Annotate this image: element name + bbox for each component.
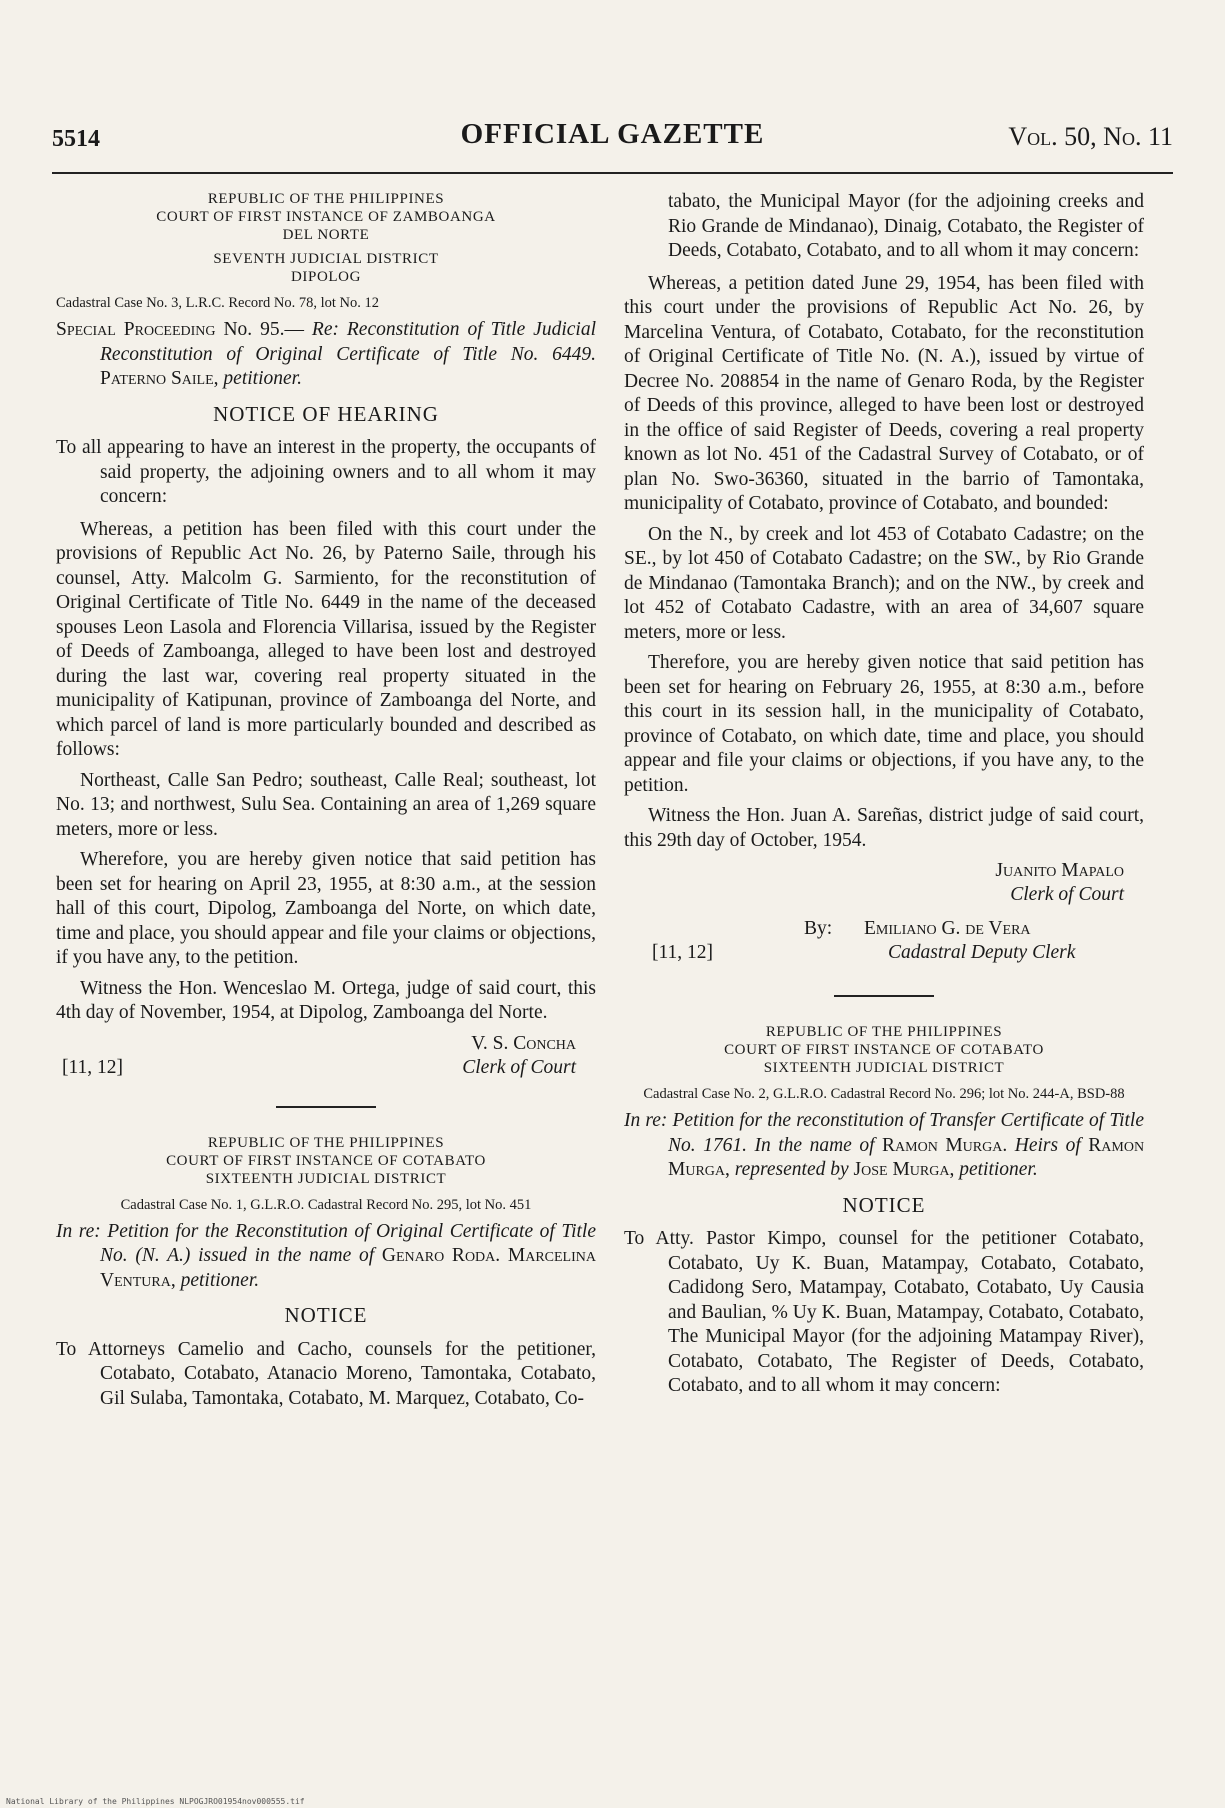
notice-paragraph: Witness the Hon. Wenceslao M. Ortega, judge of said court, this 4th day of November, 1954, at Dipolog, Zamboanga del Norte. [56,977,596,1023]
signatory-name: Juanito Mapalo [995,860,1124,881]
court-line: SIXTEENTH JUDICIAL DISTRICT [763,1060,1005,1076]
page-header [52,118,1173,160]
signature-block [56,1032,596,1084]
gazette-title: OFFICIAL GAZETTE [460,118,765,150]
signature-block [624,859,1144,911]
petitioner-role: petitioner. [223,368,302,389]
right-column [624,190,1144,1407]
court-line: DEL NORTE [282,227,370,243]
case-line: Cadastral Case No. 3, L.R.C. Record No. 78, lot No. 12 [56,295,379,311]
court-heading [56,190,596,286]
deputy-name: Emiliano G. de Vera [864,918,1031,939]
court-line: REPUBLIC OF THE PHILIPPINES [207,191,445,207]
archive-stamp: National Library of the Philippines NLPOGJRO01954nov000555.tif [6,1797,305,1806]
petitioner-role: petitioner. [180,1269,260,1291]
signatory-title: Clerk of Court [462,1056,576,1078]
special-proceeding-subject: Re: Reconstitution of Title Judicial Reconstitution of Original Certificate of Title No. 6449. [100,319,596,365]
volume-number: Vol. 50, No. 11 [1008,122,1173,151]
case-line: Cadastral Case No. 2, G.L.R.O. Cadastral Record No. 296; lot No. 244-A, BSD-88 [643,1086,1125,1102]
court-line: SEVENTH JUDICIAL DISTRICT [213,251,439,267]
notice-saile [56,190,596,1084]
court-line: DIPOLOG [290,269,362,285]
case-caption [56,1220,596,1294]
signatory-title: Clerk of Court [1010,884,1124,905]
notice-heading: NOTICE [284,1303,368,1327]
page-number: 5514 [52,126,100,152]
caption-name: Jose Murga, [853,1159,955,1180]
notice-address: To all appearing to have an interest in the property, the occupants of said property, the adjoining owners and to all whom it may concern: [56,437,596,507]
section-divider [276,1106,376,1108]
notice-address: To Attorneys Camelio and Cacho, counsels for the petitioner, Cotabato, Cotabato, Atanacio Moreno, Tamontaka, Cotabato, Gil Sulaba, Tamontaka, Cotabato, M. Marquez, Cotabato, Co- [56,1338,596,1409]
notice-murga [624,1023,1144,1399]
notice-paragraph: Therefore, you are hereby given notice that said petition has been set for hearing on February 26, 1955, at 8:30 a.m., before this court in its session hall, in the municipality of Cotabato, province of Cotabato, on which date, time and place, you should appear and file your claims or objections, if you have any, to the petition. [624,652,1144,796]
notice-paragraph: On the N., by creek and lot 453 of Cotabato Cadastre; on the SE., by lot 450 of Cotabato Cadastre; on the SW., by Rio Grande de Mindanao (Tamontaka Branch); and on the NW., by creek and lot 452 of Cotabato Cadastre, with an area of 34,607 square meters, more or less. [624,523,1144,643]
case-caption [624,1109,1144,1183]
header-rule [52,172,1173,174]
notice-paragraph: Wherefore, you are hereby given notice that said petition has been set for hearing on April 23, 1955, at 8:30 a.m., at the session hall of this court, Dipolog, Zamboanga del Norte, on which date, time and place, you should appear and file your claims or objections, if you have any, to the petition. [56,849,596,968]
court-line: COURT OF FIRST INSTANCE OF COTABATO [166,1152,486,1169]
deputy-title: Cadastral Deputy Clerk [888,942,1076,963]
notice-paragraph: Whereas, a petition has been filed with this court under the provisions of Republic Act No. 26, by Paterno Saile, through his counsel, Atty. Malcolm G. Sarmiento, for the reconstitution of Original Certificate of Title No. 6449 in the name of the deceased spouses Leon Lasola and Florencia Villarisa, issued by the Register of Deeds of Zamboanga, alleged to have been lost and destroyed during the last war, covering real property situated in the municipality of Katipunan, province of Zamboanga del Norte, and which parcel of land is more particularly bounded and described as follows: [56,518,596,760]
deputy-signature-block [624,917,1144,973]
caption-text: In re: Petition for the reconstitution of Transfer Certificate of Title No. 1761. In the name of [624,1110,1144,1156]
by-label: By: [804,918,833,939]
notice-roda [56,1134,596,1412]
court-line: REPUBLIC OF THE PHILIPPINES [207,1134,445,1151]
caption-name: Ramon Murga, [668,1134,1145,1180]
court-line: SIXTEENTH JUDICIAL DISTRICT [205,1170,447,1187]
notice-heading: NOTICE [842,1192,926,1217]
special-proceeding-number: No. 95.— [223,319,304,340]
notice-heading: NOTICE OF HEARING [213,401,439,426]
issue-reference: [11, 12] [62,1056,124,1078]
notice-paragraph: Whereas, a petition dated June 29, 1954, has been filed with this court under the provisions of Republic Act No. 26, by Marcelina Ventura, of Cotabato, Cotabato, for the reconstitution of Original Certificate of Title No. (N. A.), issued by virtue of Decree No. 208854 in the name of Genaro Roda, by the Register of Deeds of this province, alleged to have been lost or destroyed in the office of said Register of Deeds, covering a real property known as lot No. 451 of the Cadastral Survey of Cotabato, or of plan No. Swo-36360, situated in the barrio of Tamontaka, municipality of Cotabato, province of Cotabato, and bounded: [624,272,1144,514]
court-heading [56,1134,596,1188]
notice-paragraph: Northeast, Calle San Pedro; southeast, Calle Real; southeast, lot No. 13; and northwest, Sulu Sea. Containing an area of 1,269 square meters, more or less. [56,769,596,840]
caption-names: Genaro Roda. Marcelina Ventura, [100,1245,596,1291]
court-line: REPUBLIC OF THE PHILIPPINES [765,1024,1003,1040]
caption-text: represented by [734,1159,849,1180]
court-line: COURT OF FIRST INSTANCE OF COTABATO [724,1042,1044,1058]
case-line: Cadastral Case No. 1, G.L.R.O. Cadastral Record No. 295, lot No. 451 [120,1196,532,1213]
notice-paragraph: Witness the Hon. Juan A. Sareñas, district judge of said court, this 29th day of October, 1954. [624,805,1144,851]
caption-text: In re: Petition for the Reconstitution of Original Certificate of Title No. (N. A.) issued in the name of [56,1220,596,1266]
signatory-name: V. S. Concha [471,1032,576,1054]
special-proceeding-label: Special Proceeding [56,319,216,340]
petitioner-name: Paterno Saile, [100,368,219,389]
left-column [56,190,596,1419]
issue-reference: [11, 12] [652,942,714,963]
notice-roda-continued [624,190,1144,973]
caption-text: Heirs of [1014,1134,1081,1156]
petitioner-role: petitioner. [959,1159,1038,1180]
court-line: COURT OF FIRST INSTANCE OF ZAMBOANGA [156,209,496,225]
notice-address: To Atty. Pastor Kimpo, counsel for the petitioner Cotabato, Cotabato, Uy K. Buan, Matampay, Cotabato, Cotabato, Cadidong Sero, Matampay, Cotabato, Cotabato, Uy Causia and Baulian, % Uy K. Buan, Matampay, Cotabato, Cotabato, The Municipal Mayor (for the adjoining Matampay River), Cotabato, Cotabato, The Register of Deeds, Cotabato, Cotabato, and to all whom it may concern: [624,1228,1144,1396]
court-heading [624,1023,1144,1077]
notice-address-continued: tabato, the Municipal Mayor (for the adjoining creeks and Rio Grande de Mindanao), Dinaig, Cotabato, the Register of Deeds, Cotabato, Cotabato, and to all whom it may concern: [668,191,1144,261]
section-divider [834,995,934,997]
caption-name: Ramon Murga. [882,1134,1008,1156]
case-caption [56,318,596,392]
